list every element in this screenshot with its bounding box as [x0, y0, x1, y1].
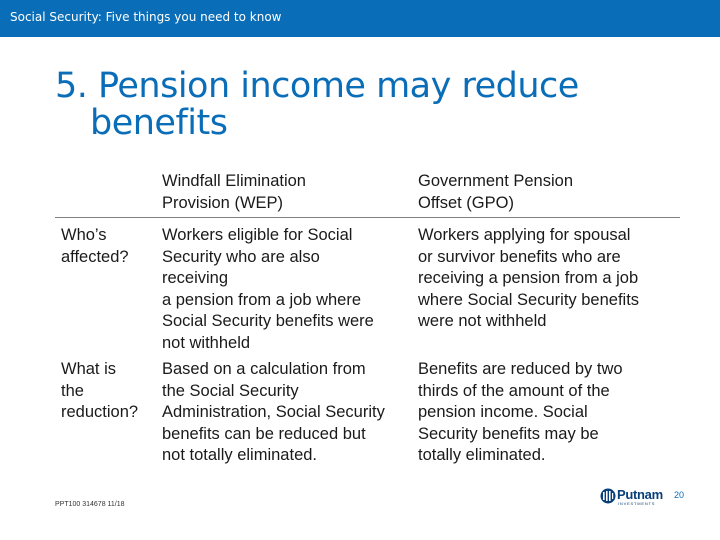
table-header-cell-empty	[55, 171, 156, 218]
cell-gpo-affected: Workers applying for spousal or survivor benefits who are receiving a pension from a job where Social Security benefits were not withheld	[418, 226, 640, 330]
cell-wep-reduction: Based on a calculation from the Social Security Administration, Social Security benefits can be reduced but not totally eliminated.	[162, 360, 385, 464]
footer-code: PPT100 314678 11/18	[55, 501, 125, 508]
slide-title	[55, 68, 579, 142]
header-bar	[0, 0, 720, 37]
slide-title-line-2: benefits	[90, 103, 228, 143]
table-row	[55, 359, 680, 467]
table-header-wep: Windfall Elimination Provision (WEP)	[156, 171, 412, 218]
page-number: 20	[674, 490, 685, 500]
logo-wordmark: Putnam	[617, 487, 663, 502]
comparison-table	[55, 171, 680, 467]
row-label-reduction: What is the reduction?	[61, 360, 139, 421]
table-header-row	[55, 171, 680, 218]
table-header-gpo: Government Pension Offset (GPO)	[412, 171, 680, 218]
slide-title-line-1: 5. Pension income may reduce	[55, 66, 579, 106]
logo-subtitle: INVESTMENTS	[618, 501, 656, 506]
table-row	[55, 218, 680, 360]
header-text: Social Security: Five things you need to know	[10, 10, 282, 24]
row-label-affected: Who’s affected?	[61, 226, 129, 266]
cell-gpo-reduction: Benefits are reduced by two thirds of the amount of the pension income. Social Security benefits may be totally eliminated.	[418, 360, 623, 464]
cell-wep-affected: Workers eligible for Social Security who are also receiving a pension from a job where Social Security benefits were not withheld	[162, 226, 374, 352]
putnam-logo	[600, 487, 670, 509]
putnam-logo-icon	[600, 488, 616, 504]
